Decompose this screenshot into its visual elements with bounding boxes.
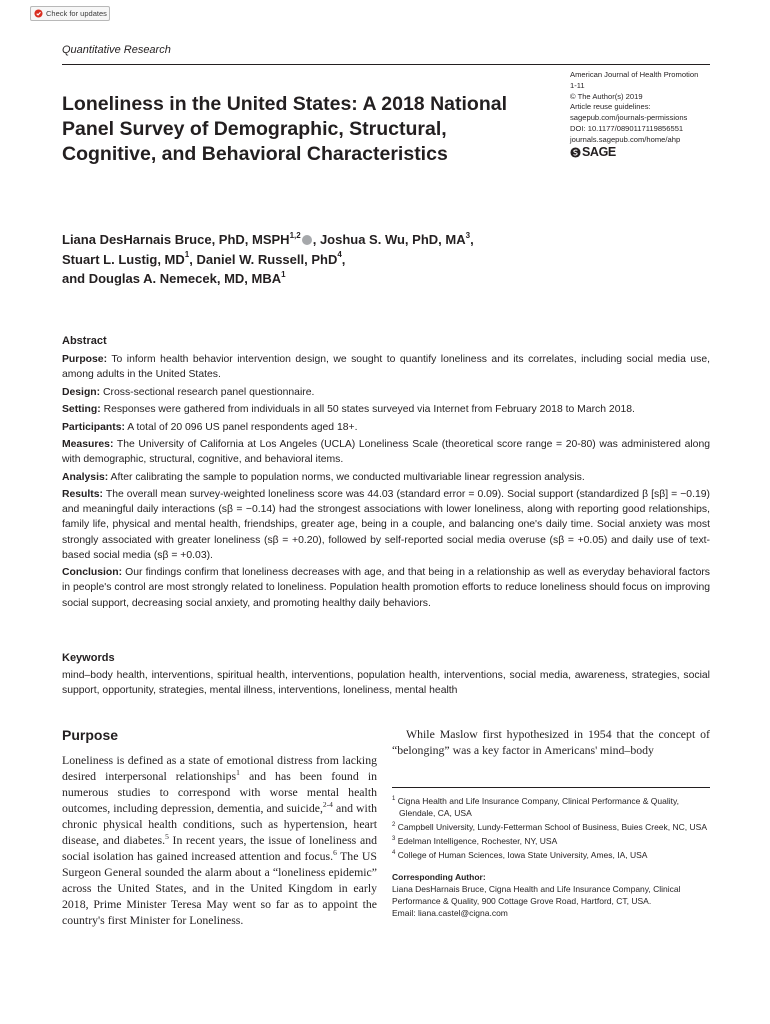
permissions-link[interactable]: sagepub.com/journals-permissions [570,113,688,123]
abstract [62,334,710,613]
abstract-participants: Participants: A total of 20 096 US panel respondents aged 18+. [62,421,358,433]
footnote-item: $^3$ Edelman Intelligence, Rochester, NY, USA [392,836,558,846]
maslow-paragraph: While Maslow first hypothesized in 1954 that the concept of “belonging” was a key factor in Americans' mind–body [392,727,710,757]
author-name[interactable]: Joshua S. Wu, PhD, MA [319,232,466,247]
citation-ref[interactable]: 5 [165,832,169,842]
author-name[interactable]: Stuart L. Lustig, MD [62,251,185,267]
section-label: Quantitative Research [62,44,171,56]
journal-info [570,70,720,158]
abstract-purpose: Purpose: To inform health behavior intervention design, we sought to quantify loneliness and its correlates, including social media use, among adults in the United States. [62,354,710,381]
keywords-text: mind–body health, interventions, spiritual health, interventions, population health, interventions, social media, awareness, strategies, social support, opportunity, strategies, mental illness, interventions, loneliness, mental health [62,670,710,697]
affiliation-marker: 3 [465,230,471,240]
affiliation-marker: 4 [337,250,342,260]
author-list: Liana DesHarnais Bruce, PhD, MSPH$^{1,2}$ , Joshua S. Wu, PhD, $MA^3$, Stuart L. Lustig, $MD^1$, Daniel W. Russell, PhD$^4$, and Douglas A. Nemecek, MD, MBA$^1$ [62,230,474,286]
journal-home-link[interactable]: journals.sagepub.com/home/ahp [570,134,681,144]
author-name[interactable]: and Douglas A. Nemecek, MD, MBA [62,271,282,286]
abstract-measures: Measures: The University of California at Los Angeles (UCLA) Loneliness Scale (theoretical score range = 20-80) was administered along with demographic, structural, cognitive, and behavioral items. [62,438,710,466]
corresponding-author-email[interactable]: Email: liana.castel@cigna.com [392,908,508,918]
affiliation-marker: 1,2 [289,230,301,240]
header-rule [62,64,710,65]
article-title: Loneliness in the United States: A 2018 National Panel Survey of Demographic, Structural, Cognitive, and Behavioral Characteristics [62,93,507,165]
footnote-item: $^2$ Campbell University, Lundy-Fetterman School of Business, Buies Creek, NC, USA [392,822,707,832]
reuse-label: Article reuse guidelines: [570,102,651,112]
author-name[interactable]: Daniel W. Russell, PhD [196,251,338,267]
abstract-setting: Setting: Responses were gathered from individuals in all 50 states surveyed via Internet from February 2018 to March 2018. [62,404,635,416]
check-for-updates-badge[interactable] [30,6,110,21]
sage-mark-icon [570,147,581,158]
orcid-icon[interactable] [302,235,312,245]
badge-label: Check for updates [46,9,107,18]
sage-logo [570,144,720,159]
purpose-paragraph: Loneliness is defined as a state of emotional distress from lacking desired interpersonal relationships$^1$ and has been found in numerous studies to correspond with worse mental health outcomes, including depression, dementia, and suicide,$^{2-4}$ and with chronic physical health conditions, such as hypertension, heart disease, and diabetes.$^5$ In recent years, the issue of loneliness and social isolation has gained increased attention and focus.$^6$ The US Surgeon General sounded the alarm about a “loneliness epidemic” across the United States, and in the United Kingdom in early 2018, Prime Minister Teresa May went so far as to appoint the country's first Minister for Loneliness. [62,753,378,927]
citation-ref[interactable]: 1 [236,768,240,778]
abstract-results: Results: The overall mean survey-weighted loneliness score was 44.03 (standard error = 0.09). Social support (standardized β [sβ] = −0.19) and meaningful daily interactions (sβ = −0.14) had the strongest associations with lower loneliness, along with reporting good relationships, family life, physical and mental health, friendships, greater age, being in a couple, and balancing one's daily time. Social anxiety was most strongly associated with greater loneliness (sβ = +0.20), followed by self-reported social media overuse (sβ = +0.05) and daily use of text-based social media (sβ = +0.03). [62,488,710,561]
keywords [62,651,710,699]
citation-ref[interactable]: 2-4 [322,800,333,810]
affiliation-marker: 1 [281,269,286,279]
affiliation-marker: 1 [184,250,190,260]
corresponding-author-text: Liana DesHarnais Bruce, Cigna Health and Life Insurance Company, Clinical Performance & Quality, 900 Cottage Grove Road, Hartford, CT, USA. [392,884,681,906]
footnote-rule [392,787,710,788]
citation-ref[interactable]: 6 [333,848,337,858]
affiliation-footnotes [392,795,712,919]
keywords-heading: Keywords [62,652,115,664]
abstract-heading: Abstract [62,335,107,347]
page-range: 1-11 [570,80,585,90]
update-circle-icon [34,9,43,18]
abstract-analysis: Analysis: After calibrating the sample to population norms, we conducted multivariable linear regression analysis. [62,471,585,483]
purpose-heading: Purpose [62,727,119,743]
corresponding-author-heading: Corresponding Author: [392,872,486,882]
abstract-design: Design: Cross-sectional research panel questionnaire. [62,386,315,398]
footnote-item: $^4$ College of Human Sciences, Iowa State University, Ames, IA, USA [392,850,648,860]
journal-name: American Journal of Health Promotion [570,70,699,79]
publisher-name: SAGE [582,144,616,159]
copyright: © The Author(s) 2019 [570,91,643,101]
doi[interactable]: DOI: 10.1177/0890117119856551 [570,123,684,133]
footnote-item: $^1$ Cigna Health and Life Insurance Company, Clinical Performance & Quality, Glendale, CA, USA [392,796,679,818]
author-name[interactable]: Liana DesHarnais Bruce, PhD, MSPH [62,232,290,247]
abstract-conclusion: Conclusion: Our findings confirm that loneliness decreases with age, and that being in a relationship as well as everyday behavioral factors in people's control are most strongly related to loneliness. Population health promotion efforts to reduce loneliness should focus on improving social support, decreasing social anxiety, and promoting healthy daily behaviors. [62,567,711,609]
